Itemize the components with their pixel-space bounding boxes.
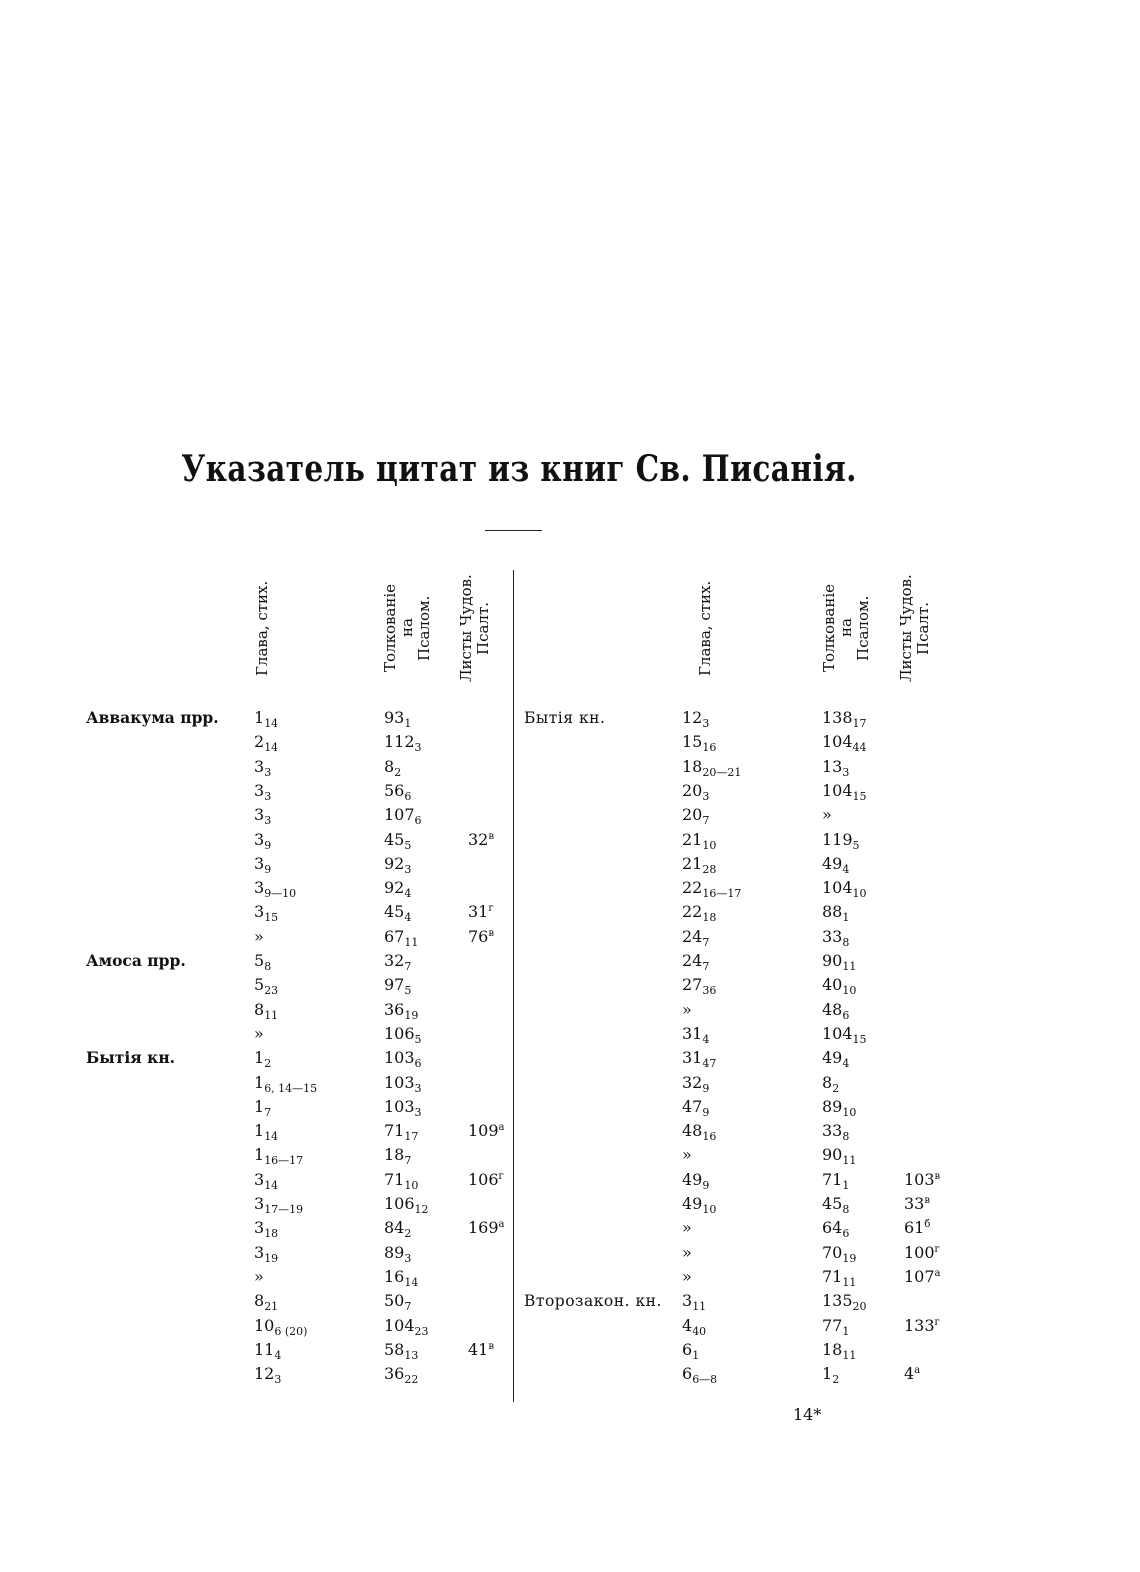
chapter-verse: $49_9$ — [682, 1169, 710, 1192]
index-row — [86, 1022, 506, 1046]
chapter-verse: $1_{16—17}$ — [254, 1145, 304, 1168]
commentary-ref: $93_1$ — [384, 708, 412, 730]
commentary-ref: $71_{11}$ — [822, 1266, 857, 1289]
index-row — [86, 1143, 506, 1167]
chapter-verse: $21_{10}$ — [682, 829, 717, 852]
index-row — [524, 803, 944, 827]
chapter-verse: » — [254, 1023, 264, 1043]
sheet-ref: $31^г$ — [468, 902, 494, 922]
index-row — [86, 706, 506, 730]
chapter-verse: » — [682, 1145, 692, 1165]
index-row — [86, 1338, 506, 1362]
commentary-ref: $64_6$ — [822, 1218, 850, 1241]
chapter-verse: $21_{28}$ — [682, 853, 717, 876]
book-name: Второзакон. кн. — [524, 1292, 662, 1311]
index-row — [86, 1289, 506, 1313]
index-row — [524, 1168, 944, 1192]
page-number: 14* — [793, 1405, 822, 1424]
chapter-verse: » — [682, 999, 692, 1019]
chapter-verse: $10_{6 (20)}$ — [254, 1315, 308, 1338]
index-row — [524, 828, 944, 852]
book-name: Аввакума прр. — [86, 708, 219, 727]
chapter-verse: $49_{10}$ — [682, 1194, 717, 1216]
index-row — [86, 852, 506, 876]
commentary-ref: $97_5$ — [384, 975, 412, 998]
commentary-ref: $89_{10}$ — [822, 1096, 857, 1119]
commentary-ref: $8_2$ — [822, 1072, 840, 1095]
index-row — [524, 1314, 944, 1338]
index-row — [524, 998, 944, 1022]
index-row — [86, 998, 506, 1022]
chapter-verse: » — [254, 1266, 264, 1286]
commentary-ref: $49_4$ — [822, 853, 850, 876]
chapter-verse: $18_{20—21}$ — [682, 756, 742, 779]
commentary-ref: $58_{13}$ — [384, 1339, 419, 1362]
chapter-verse: $6_{6—8}$ — [682, 1364, 718, 1387]
header-commentary-left: Толкованіе на Псалом. — [381, 583, 433, 673]
chapter-verse: $1_{14}$ — [254, 1121, 279, 1144]
chapter-verse: $47_9$ — [682, 1096, 710, 1119]
chapter-verse: $20_3$ — [682, 780, 710, 803]
sheet-ref: $4^а$ — [904, 1364, 921, 1384]
chapter-verse: $3_3$ — [254, 756, 272, 779]
chapter-verse: $24_7$ — [682, 926, 710, 949]
index-row — [86, 949, 506, 973]
chapter-verse: $27_{36}$ — [682, 975, 717, 998]
commentary-ref: $45_8$ — [822, 1194, 850, 1216]
commentary-ref: $56_6$ — [384, 780, 412, 803]
sheet-ref: $100^г$ — [904, 1242, 940, 1262]
commentary-ref: » — [822, 805, 832, 825]
index-row — [524, 1289, 944, 1313]
index-row — [86, 1362, 506, 1386]
commentary-ref: $67_{11}$ — [384, 926, 419, 949]
index-row — [524, 852, 944, 876]
index-row — [86, 876, 506, 900]
sheet-ref: $106^г$ — [468, 1169, 504, 1189]
commentary-ref: $92_4$ — [384, 878, 412, 901]
index-row — [524, 949, 944, 973]
header-sheets-left: Листы Чудов. Псалт. — [457, 574, 492, 682]
index-row — [524, 706, 944, 730]
sheet-ref: $103^в$ — [904, 1169, 941, 1189]
commentary-ref: $103_3$ — [384, 1072, 422, 1095]
commentary-ref: $104_{10}$ — [822, 878, 867, 901]
chapter-verse: $31_{47}$ — [682, 1048, 717, 1071]
chapter-verse: $3_{9—10}$ — [254, 878, 297, 901]
commentary-ref: $103_3$ — [384, 1096, 422, 1119]
commentary-ref: $104_{23}$ — [384, 1315, 429, 1338]
index-row — [524, 779, 944, 803]
commentary-ref: $32_7$ — [384, 951, 412, 973]
index-row — [86, 730, 506, 754]
header-chapter-verse-left: Глава, стих. — [253, 580, 271, 676]
sheet-ref: $33^в$ — [904, 1194, 930, 1213]
sheet-ref: $133^г$ — [904, 1315, 940, 1335]
commentary-ref: $106_5$ — [384, 1023, 422, 1046]
commentary-ref: $104_{15}$ — [822, 1023, 867, 1046]
sheet-ref: $61^б$ — [904, 1218, 931, 1238]
chapter-verse: $8_{11}$ — [254, 999, 279, 1022]
index-row — [86, 1095, 506, 1119]
commentary-ref: $45_5$ — [384, 829, 412, 852]
index-row — [524, 755, 944, 779]
chapter-verse: $1_{14}$ — [254, 708, 279, 730]
index-row — [86, 755, 506, 779]
chapter-verse: $3_9$ — [254, 853, 272, 876]
index-row — [86, 1192, 506, 1216]
commentary-ref: $107_6$ — [384, 805, 422, 828]
commentary-ref: $70_{19}$ — [822, 1242, 857, 1265]
index-row — [86, 925, 506, 949]
index-row — [524, 1265, 944, 1289]
index-row — [524, 1362, 944, 1386]
sheet-ref: $107^а$ — [904, 1266, 941, 1286]
chapter-verse: $4_{40}$ — [682, 1315, 707, 1338]
chapter-verse: $3_{15}$ — [254, 902, 279, 925]
chapter-verse: $11_4$ — [254, 1339, 282, 1362]
chapter-verse: $5_8$ — [254, 951, 272, 973]
chapter-verse: $3_{17—19}$ — [254, 1194, 304, 1216]
chapter-verse: $32_9$ — [682, 1072, 710, 1095]
commentary-ref: $16_{14}$ — [384, 1266, 419, 1289]
index-row — [524, 1095, 944, 1119]
index-row — [524, 1046, 944, 1070]
chapter-verse: $1_{6, 14—15}$ — [254, 1072, 318, 1095]
commentary-ref: $13_3$ — [822, 756, 850, 779]
book-name: Бытія кн. — [524, 709, 606, 727]
commentary-ref: $104_{44}$ — [822, 732, 867, 755]
index-row — [524, 1022, 944, 1046]
commentary-ref: $77_1$ — [822, 1315, 850, 1338]
index-row — [524, 1338, 944, 1362]
chapter-verse: » — [682, 1218, 692, 1238]
chapter-verse: $20_7$ — [682, 805, 710, 828]
chapter-verse: $3_{18}$ — [254, 1218, 279, 1241]
index-row — [86, 1071, 506, 1095]
index-row — [86, 1265, 506, 1289]
chapter-verse: $22_{18}$ — [682, 902, 717, 925]
chapter-verse: $3_3$ — [254, 780, 272, 803]
index-row — [524, 730, 944, 754]
chapter-verse: $6_1$ — [682, 1339, 700, 1362]
chapter-verse: $3_9$ — [254, 829, 272, 852]
chapter-verse: $48_{16}$ — [682, 1121, 717, 1144]
index-row — [86, 1314, 506, 1338]
index-row — [524, 1216, 944, 1240]
commentary-ref: $138_{17}$ — [822, 708, 867, 730]
commentary-ref: $50_7$ — [384, 1291, 412, 1314]
index-row — [524, 925, 944, 949]
commentary-ref: $119_5$ — [822, 829, 860, 852]
index-row — [86, 973, 506, 997]
chapter-verse: $3_3$ — [254, 805, 272, 828]
index-row — [524, 973, 944, 997]
commentary-ref: $49_4$ — [822, 1048, 850, 1071]
commentary-ref: $48_6$ — [822, 999, 850, 1022]
sheet-ref: $76^в$ — [468, 926, 494, 946]
commentary-ref: $135_{20}$ — [822, 1291, 867, 1314]
chapter-verse: $15_{16}$ — [682, 732, 717, 755]
chapter-verse: » — [682, 1242, 692, 1262]
sheet-ref: $41^в$ — [468, 1339, 494, 1359]
chapter-verse: $3_{14}$ — [254, 1169, 279, 1192]
commentary-ref: $90_{11}$ — [822, 1145, 857, 1168]
commentary-ref: $33_8$ — [822, 1121, 850, 1144]
index-row — [524, 1241, 944, 1265]
chapter-verse: » — [682, 1266, 692, 1286]
commentary-ref: $8_2$ — [384, 756, 402, 779]
index-row — [524, 1119, 944, 1143]
index-row — [524, 876, 944, 900]
index-row — [86, 900, 506, 924]
commentary-ref: $104_{15}$ — [822, 780, 867, 803]
header-commentary-right: Толкованіе на Псалом. — [820, 583, 872, 673]
index-row — [86, 1168, 506, 1192]
header-chapter-verse-right: Глава, стих. — [696, 580, 714, 676]
commentary-ref: $40_{10}$ — [822, 975, 857, 998]
commentary-ref: $88_1$ — [822, 902, 850, 925]
chapter-verse: $12_3$ — [682, 708, 710, 730]
commentary-ref: $90_{11}$ — [822, 951, 857, 973]
commentary-ref: $33_8$ — [822, 926, 850, 949]
chapter-verse: $8_{21}$ — [254, 1291, 279, 1314]
index-row — [86, 779, 506, 803]
commentary-ref: $92_3$ — [384, 853, 412, 876]
sheet-ref: $32^в$ — [468, 829, 494, 849]
commentary-ref: $106_{12}$ — [384, 1194, 429, 1216]
chapter-verse: $3_{11}$ — [682, 1291, 707, 1314]
header-sheets-right: Листы Чудов. Псалт. — [897, 574, 932, 682]
index-row — [86, 803, 506, 827]
book-name: Бытія кн. — [86, 1048, 176, 1068]
sheet-ref: $169^а$ — [468, 1218, 505, 1238]
commentary-ref: $84_2$ — [384, 1218, 412, 1241]
index-row — [86, 1046, 506, 1070]
commentary-ref: $36_{19}$ — [384, 999, 419, 1022]
chapter-verse: $31_4$ — [682, 1023, 710, 1046]
commentary-ref: $36_{22}$ — [384, 1364, 419, 1387]
commentary-ref: $71_{17}$ — [384, 1121, 419, 1144]
index-row — [524, 1071, 944, 1095]
commentary-ref: $1_2$ — [822, 1364, 840, 1387]
chapter-verse: » — [254, 926, 264, 946]
sheet-ref: $109^а$ — [468, 1121, 505, 1141]
index-row — [86, 1216, 506, 1240]
commentary-ref: $18_7$ — [384, 1145, 412, 1168]
chapter-verse: $1_2$ — [254, 1048, 272, 1071]
index-row — [524, 1143, 944, 1167]
commentary-ref: $18_{11}$ — [822, 1339, 857, 1362]
chapter-verse: $2_{14}$ — [254, 732, 279, 755]
book-name: Амоса прр. — [86, 951, 186, 970]
index-row — [86, 828, 506, 852]
commentary-ref: $103_6$ — [384, 1048, 422, 1071]
page-title: Указатель цитат из книг Св. Писанія. — [181, 448, 857, 490]
index-row — [86, 1119, 506, 1143]
index-row — [524, 900, 944, 924]
commentary-ref: $45_4$ — [384, 902, 412, 925]
index-row — [86, 1241, 506, 1265]
column-divider — [513, 570, 514, 1402]
chapter-verse: $12_3$ — [254, 1364, 282, 1387]
chapter-verse: $1_7$ — [254, 1096, 272, 1119]
chapter-verse: $5_{23}$ — [254, 975, 279, 998]
commentary-ref: $89_3$ — [384, 1242, 412, 1265]
chapter-verse: $3_{19}$ — [254, 1242, 279, 1265]
commentary-ref: $112_3$ — [384, 732, 422, 755]
chapter-verse: $22_{16—17}$ — [682, 878, 742, 901]
commentary-ref: $71_1$ — [822, 1169, 850, 1192]
chapter-verse: $24_7$ — [682, 951, 710, 973]
index-row — [524, 1192, 944, 1216]
commentary-ref: $71_{10}$ — [384, 1169, 419, 1192]
title-rule — [485, 530, 542, 531]
